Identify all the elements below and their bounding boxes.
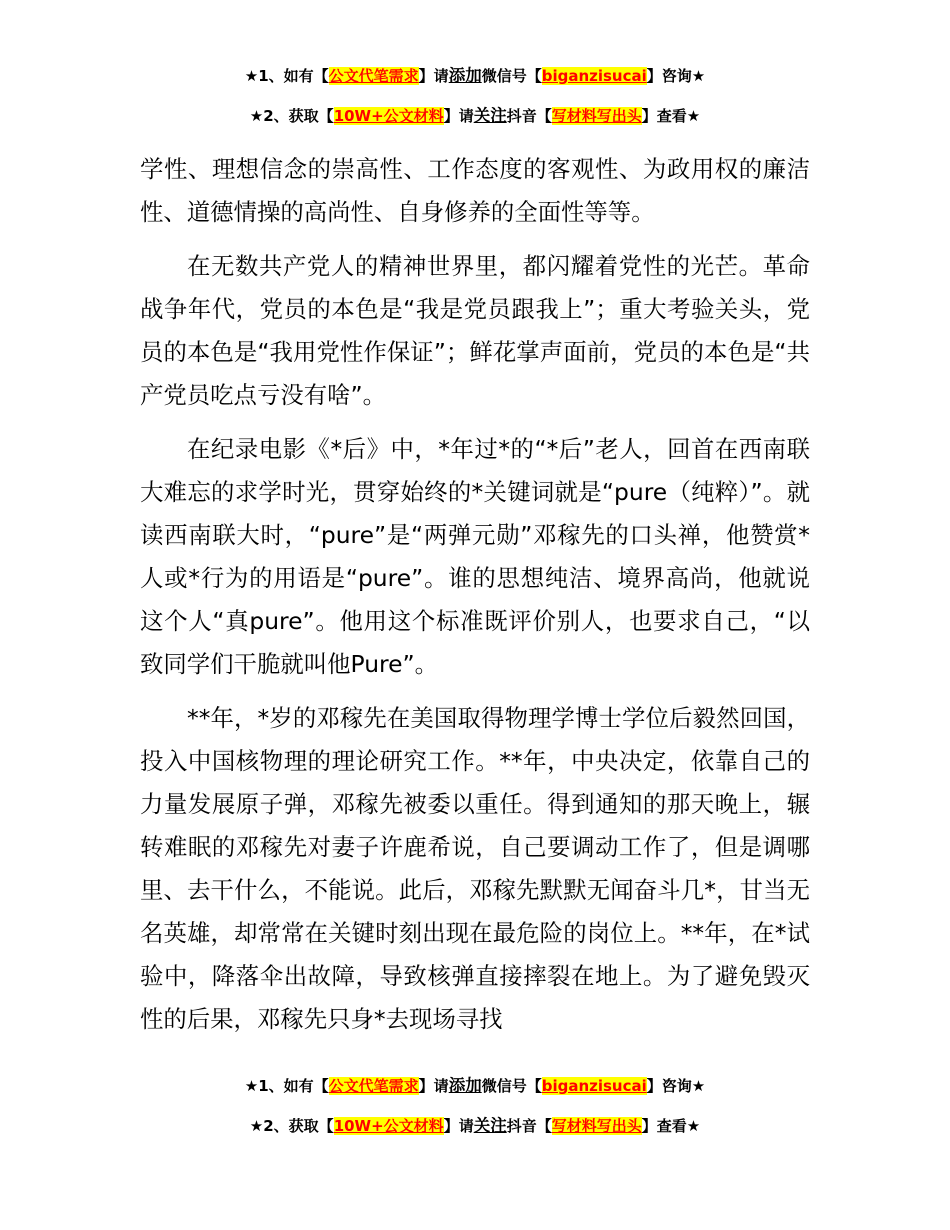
header-banner-line-1 xyxy=(0,64,950,88)
banner-suffix: 】咨询★ xyxy=(646,67,706,85)
banner-highlight-materials: 10W+公文材料 xyxy=(333,107,444,125)
banner-prefix: ★1、如有【 xyxy=(244,67,329,85)
banner-highlight-wechat-id: biganzisucai xyxy=(541,67,647,85)
banner-prefix: ★2、获取【 xyxy=(249,1117,334,1135)
banner-emphasis: 添加 xyxy=(448,1076,482,1095)
paragraph: 在纪录电影《*后》中，*年过*的“*后”老人，回首在西南联大难忘的求学时光，贯穿始终的*关键词就是“pure（纯粹）”。就读西南联大时，“pure”是“两弹元勋”邓稼先的口头禅，他赞赏*人或*行为的用语是“pure”。谁的思想纯洁、境界高尚，他就说这个人“真pure”。他用这个标准既评价别人，也要求自己，“以致同学们干脆就叫他Pure”。 xyxy=(140,435,810,678)
banner-highlight-service: 公文代笔需求 xyxy=(328,1077,419,1095)
banner-suffix: 】查看★ xyxy=(641,107,701,125)
banner-emphasis: 添加 xyxy=(448,66,482,85)
banner-highlight-douyin-account: 写材料写出头 xyxy=(551,107,642,125)
banner-prefix: ★1、如有【 xyxy=(244,1077,329,1095)
banner-highlight-douyin-account: 写材料写出头 xyxy=(551,1117,642,1135)
banner-text: 抖音【 xyxy=(506,1117,552,1135)
banner-prefix: ★2、获取【 xyxy=(249,107,334,125)
banner-text: 】请 xyxy=(418,1077,449,1095)
paragraph: **年，*岁的邓稼先在美国取得物理学博士学位后毅然回国，投入中国核物理的理论研究工作。**年，中央决定，依靠自己的力量发展原子弹，邓稼先被委以重任。得到通知的那天晚上，辗转难眠的邓稼先对妻子许鹿希说，自己要调动工作了，但是调哪里、去干什么，不能说。此后，邓稼先默默无闻奋斗几*，甘当无名英雄，却常常在关键时刻出现在最危险的岗位上。**年，在*试验中，降落伞出故障，导致核弹直接摔裂在地上。为了避免毁灭性的后果，邓稼先只身*去现场寻找 xyxy=(140,704,810,1033)
banner-text: 微信号【 xyxy=(481,1077,542,1095)
footer-banner-line-1 xyxy=(0,1074,950,1098)
banner-highlight-service: 公文代笔需求 xyxy=(328,67,419,85)
paragraph: 在无数共产党人的精神世界里，都闪耀着党性的光芒。革命战争年代，党员的本色是“我是党员跟我上”；重大考验关头，党员的本色是“我用党性作保证”；鲜花掌声面前，党员的本色是“共产党员吃点亏没有啥”。 xyxy=(140,252,810,409)
banner-suffix: 】咨询★ xyxy=(646,1077,706,1095)
banner-emphasis: 关注 xyxy=(473,1116,507,1135)
banner-text: 】请 xyxy=(443,1117,474,1135)
banner-text: 】请 xyxy=(443,107,474,125)
banner-highlight-wechat-id: biganzisucai xyxy=(541,1077,647,1095)
paragraph: 学性、理想信念的崇高性、工作态度的客观性、为政用权的廉洁性、道德情操的高尚性、自身修养的全面性等等。 xyxy=(140,155,810,226)
banner-text: 微信号【 xyxy=(481,67,542,85)
banner-emphasis: 关注 xyxy=(473,106,507,125)
banner-text: 抖音【 xyxy=(506,107,552,125)
footer-banner-line-2 xyxy=(0,1114,950,1138)
banner-suffix: 】查看★ xyxy=(641,1117,701,1135)
banner-text: 】请 xyxy=(418,67,449,85)
banner-highlight-materials: 10W+公文材料 xyxy=(333,1117,444,1135)
header-banner-line-2 xyxy=(0,104,950,128)
document-body xyxy=(140,148,810,1041)
